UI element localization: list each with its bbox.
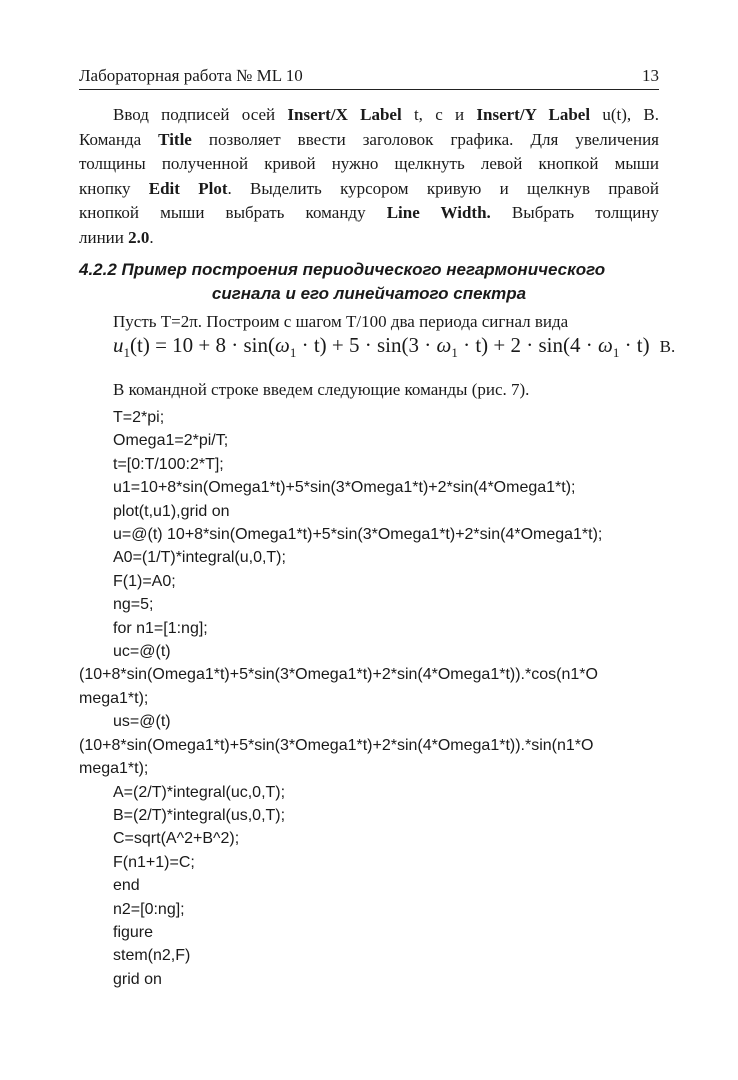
- code-line: mega1*t);: [79, 689, 149, 707]
- intro-sentence: Пусть Т=2π. Построим с шагом T/100 два периода сигнал вида: [113, 312, 569, 331]
- code-line: u1=10+8*sin(Omega1*t)+5*sin(3*Omega1*t)+2*sin(4*Omega1*t);: [113, 479, 576, 497]
- code-line: A0=(1/T)*integral(u,0,T);: [113, 549, 286, 567]
- intro-line-5: кнопкой мыши выбрать команду Line Width. Выбрать толщину: [79, 203, 659, 223]
- code-line: (10+8*sin(Omega1*t)+5*sin(3*Omega1*t)+2*sin(4*Omega1*t)).*cos(n1*O: [79, 666, 598, 684]
- code-line: grid on: [113, 970, 162, 988]
- code-line: F(n1+1)=C;: [113, 853, 195, 871]
- running-title: Лабораторная работа № ML 10: [79, 66, 303, 85]
- code-line: ng=5;: [113, 596, 154, 614]
- intro-line-1: Ввод подписей осей Insert/X Label t, с и Insert/Y Label u(t), В.: [113, 105, 659, 124]
- intro-line-6: линии 2.0.: [79, 227, 154, 247]
- code-line: figure: [113, 923, 154, 941]
- page-number: 13: [642, 66, 659, 85]
- code-line: uc=@(t): [113, 643, 171, 661]
- code-line: C=sqrt(A^2+B^2);: [113, 830, 240, 848]
- code-line: for n1=[1:ng];: [113, 619, 208, 637]
- code-line: Omega1=2*pi/T;: [113, 432, 229, 450]
- header-rule: [79, 89, 659, 90]
- code-line: B=(2/T)*integral(us,0,T);: [113, 806, 286, 824]
- intro-paragraph: [79, 103, 659, 251]
- code-line: T=2*pi;: [113, 409, 165, 426]
- section-heading-line-1: 4.2.2 Пример построения периодического негармонического: [79, 260, 606, 279]
- page-header: [79, 62, 659, 90]
- signal-formula: $u_1(t) = 10 + 8 \cdot \sin(\omega_1 \cdot t) + 5 \cdot \sin(3 \cdot \omega_1 \cdot t) + 2 \cdot \sin(4 \cdot \omega_1 \cdot t)$ В.: [113, 333, 676, 360]
- command-intro: В командной строке введем следующие команды (рис. 7).: [113, 380, 530, 399]
- code-line: (10+8*sin(Omega1*t)+5*sin(3*Omega1*t)+2*sin(4*Omega1*t)).*sin(n1*O: [79, 736, 594, 754]
- code-line: u=@(t) 10+8*sin(Omega1*t)+5*sin(3*Omega1*t)+2*sin(4*Omega1*t);: [113, 526, 603, 544]
- code-line: n2=[0:ng];: [113, 900, 185, 918]
- code-line: F(1)=A0;: [113, 572, 176, 590]
- code-listing: [79, 406, 659, 991]
- section-heading: [79, 258, 659, 306]
- code-line: plot(t,u1),grid on: [113, 502, 230, 520]
- intro-line-4: кнопку Edit Plot. Выделить курсором кривую и щелкнув правой: [79, 178, 659, 198]
- code-line: A=(2/T)*integral(uc,0,T);: [113, 783, 286, 801]
- intro-line-3: толщины полученной кривой нужно щелкнуть левой кнопкой мыши: [79, 154, 659, 174]
- code-line: mega1*t);: [79, 760, 149, 778]
- code-line: stem(n2,F): [113, 947, 191, 965]
- intro-line-2: Команда Title позволяет ввести заголовок графика. Для увеличения: [79, 129, 659, 149]
- code-line: t=[0:T/100:2*T];: [113, 455, 224, 473]
- section-heading-line-2: сигнала и его линейчатого спектра: [211, 284, 527, 303]
- code-line: us=@(t): [113, 713, 171, 731]
- code-line: end: [113, 877, 140, 895]
